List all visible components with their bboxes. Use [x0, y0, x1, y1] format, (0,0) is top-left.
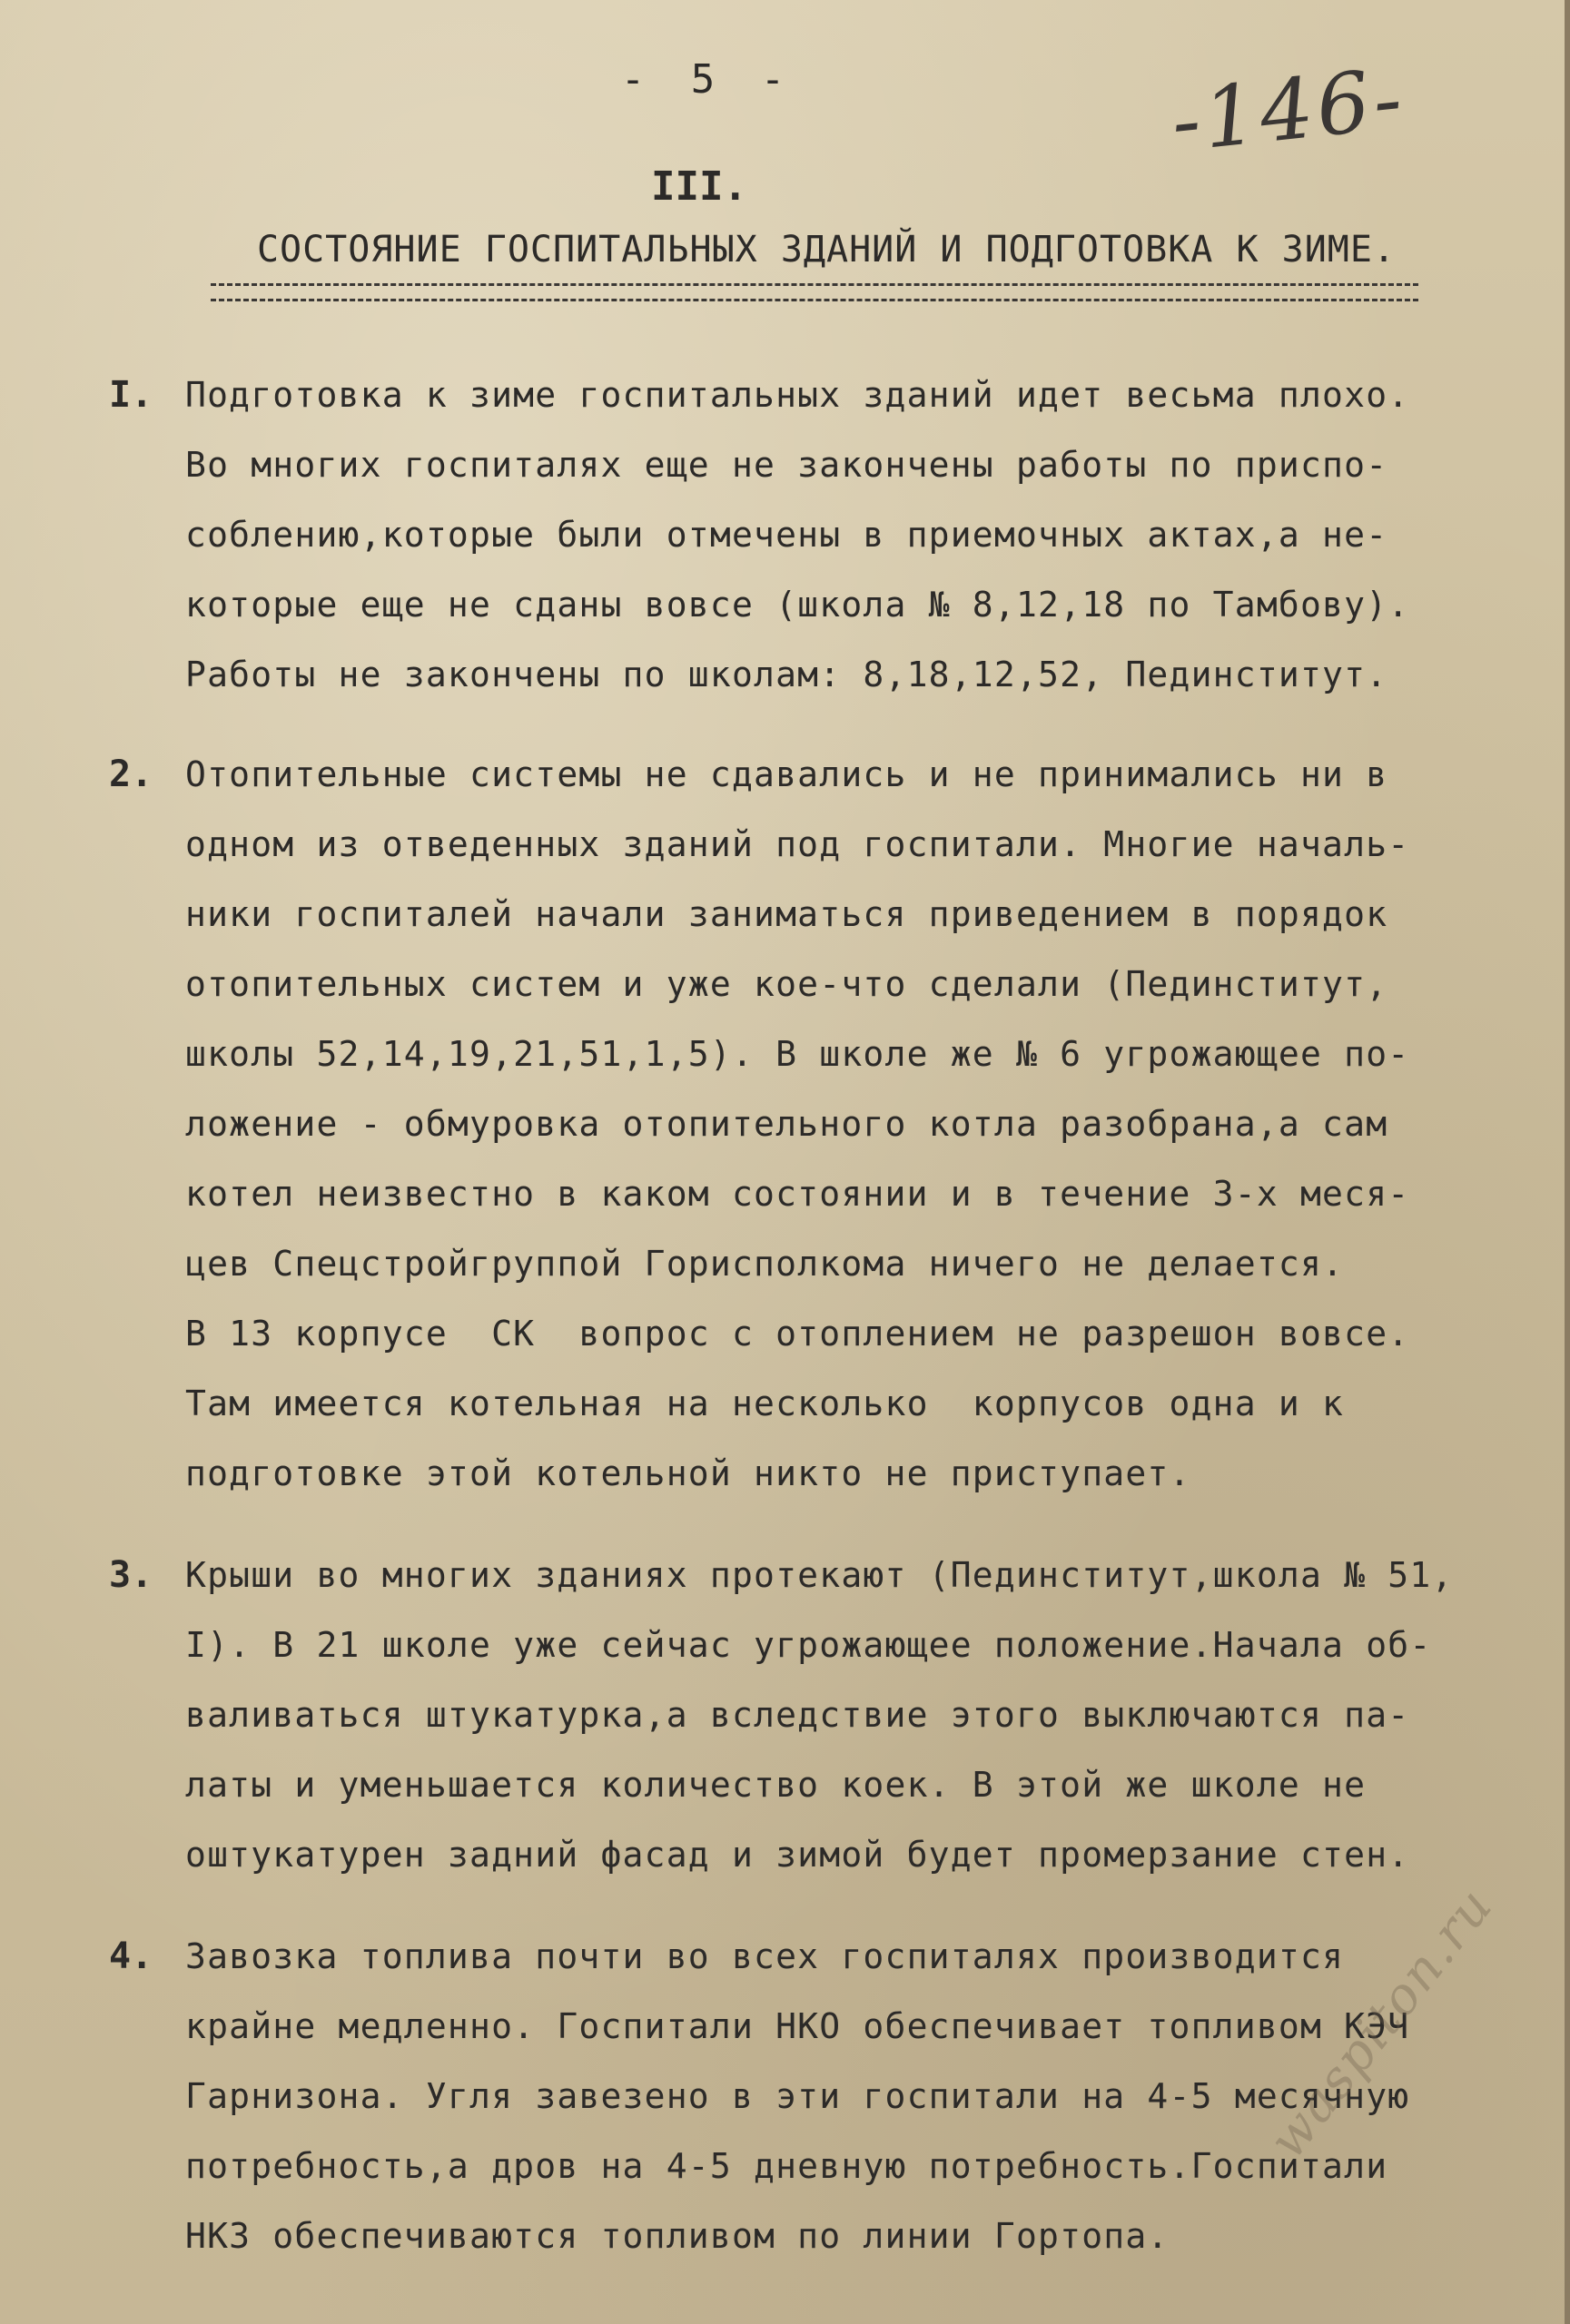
- text-line: валиваться штукатурка,а вследствие этого выключаются па-: [185, 1695, 1410, 1735]
- item-number: I.: [109, 374, 153, 416]
- archive-sheet-number: -146-: [1167, 49, 1410, 172]
- page-edge: [1565, 0, 1570, 2324]
- item-text: [185, 753, 1409, 1522]
- text-line: Там имеется котельная на несколько корпусов одна и к: [185, 1384, 1345, 1423]
- text-line: цев Спецстройгруппой Горисполкома ничего не делается.: [185, 1244, 1345, 1284]
- item-number: 4.: [109, 1935, 153, 1977]
- text-line: которые еще не сданы вовсе (школа № 8,12,18 по Тамбову).: [185, 585, 1410, 625]
- text-line: Подготовка к зиме госпитальных зданий идет весьма плохо.: [185, 375, 1410, 415]
- section-title: СОСТОЯНИЕ ГОСПИТАЛЬНЫХ ЗДАНИЙ И ПОДГОТОВКА К ЗИМЕ.: [256, 229, 1397, 271]
- text-line: I). В 21 школе уже сейчас угрожающее положение.Начала об-: [185, 1625, 1432, 1665]
- text-line: оштукатурен задний фасад и зимой будет промерзание стен.: [185, 1835, 1410, 1875]
- text-line: отопительных систем и уже кое-что сделали (Пединститут,: [185, 964, 1388, 1004]
- text-line: Завозка топлива почти во всех госпиталях производится: [185, 1936, 1345, 1976]
- text-line: ложение - обмуровка отопительного котла разобрана,а сам: [185, 1104, 1388, 1144]
- text-line: школы 52,14,19,21,51,1,5). В школе же № 6 угрожающее по-: [185, 1034, 1410, 1074]
- page-number: - 5 -: [620, 56, 796, 103]
- watermark: waspiton.ru: [1258, 1876, 1506, 2171]
- text-line: латы и уменьшается количество коек. В этой же школе не: [185, 1765, 1367, 1805]
- text-line: Гарнизона. Угля завезено в эти госпитали на 4-5 месячную: [185, 2076, 1410, 2116]
- text-line: В 13 корпусе СК вопрос с отоплением не разрешон вовсе.: [185, 1314, 1410, 1354]
- title-underline: [211, 283, 1418, 301]
- text-line: одном из отведенных зданий под госпитали. Многие началь-: [185, 824, 1410, 864]
- item-number: 3.: [109, 1554, 153, 1596]
- text-line: Работы не закончены по школам: 8,18,12,52, Пединститут.: [185, 655, 1388, 694]
- text-line: крайне медленно. Госпитали НКО обеспечивает топливом КЭЧ: [185, 2006, 1410, 2046]
- text-line: НКЗ обеспечиваются топливом по линии Гортопа.: [185, 2216, 1170, 2256]
- item-text: [185, 1554, 1454, 1904]
- text-line: Крыши во многих зданиях протекают (Пединститут,школа № 51,: [185, 1555, 1454, 1595]
- text-line: Отопительные системы не сдавались и не принимались ни в: [185, 754, 1388, 794]
- text-line: соблению,которые были отмечены в приемочных актах,а не-: [185, 515, 1388, 555]
- text-line: потребность,а дров на 4-5 дневную потребность.Госпитали: [185, 2146, 1388, 2186]
- section-number: III.: [651, 163, 747, 210]
- item-text: [185, 374, 1409, 724]
- item-text: [185, 1935, 1409, 2285]
- item-number: 2.: [109, 753, 153, 795]
- text-line: котел неизвестно в каком состоянии и в течение 3-х меся-: [185, 1174, 1410, 1214]
- text-line: подготовке этой котельной никто не приступает.: [185, 1453, 1191, 1493]
- text-line: Во многих госпиталях еще не закончены работы по приспо-: [185, 445, 1388, 485]
- text-line: ники госпиталей начали заниматься приведением в порядок: [185, 894, 1388, 934]
